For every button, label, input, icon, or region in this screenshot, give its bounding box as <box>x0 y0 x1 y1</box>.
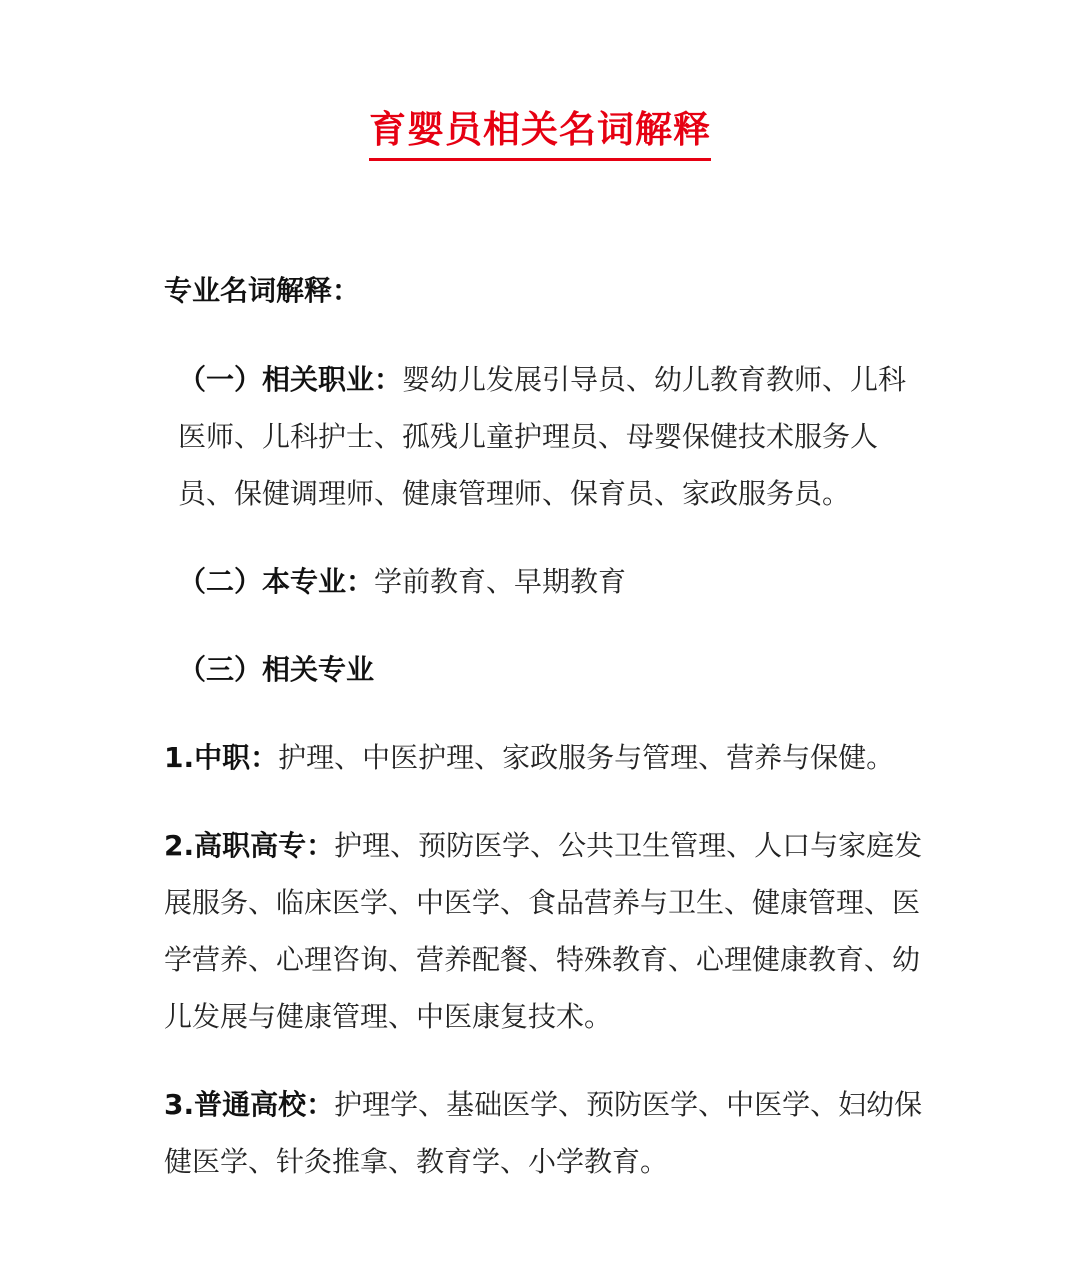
document-content <box>164 262 924 1190</box>
section-heading-label: 专业名词解释： <box>164 274 361 307</box>
item-label: 1.中职： <box>164 741 279 774</box>
item-text: 护理学、基础医学、预防医学、中医学、妇幼保健医学、针灸推拿、教育学、小学教育。 <box>164 1088 923 1178</box>
item-text: 婴幼儿发展引导员、幼儿教育教师、儿科医师、儿科护士、孤残儿童护理员、母婴保健技术服务人员、保健调理师、健康管理师、保育员、家政服务员。 <box>178 363 907 510</box>
item-label: 2.高职高专： <box>164 829 335 862</box>
item-text: 学前教育、早期教育 <box>374 565 627 598</box>
item-this-major <box>164 553 924 610</box>
item-label: （三）相关专业 <box>178 653 375 686</box>
item-related-occupations <box>164 351 924 522</box>
item-secondary-vocational <box>164 729 924 786</box>
item-general-university <box>164 1076 924 1190</box>
item-higher-vocational <box>164 817 924 1045</box>
document-title: 育婴员相关名词解释 <box>369 104 711 161</box>
item-text: 护理、中医护理、家政服务与管理、营养与保健。 <box>278 741 895 774</box>
item-label: （一）相关职业： <box>178 363 403 396</box>
title-container <box>0 104 1080 161</box>
item-label: 3.普通高校： <box>164 1088 335 1121</box>
section-heading <box>164 262 924 319</box>
item-related-majors <box>164 641 924 698</box>
item-text: 护理、预防医学、公共卫生管理、人口与家庭发展服务、临床医学、中医学、食品营养与卫生、健康管理、医学营养、心理咨询、营养配餐、特殊教育、心理健康教育、幼儿发展与健康管理、中医康复技术。 <box>164 829 923 1033</box>
item-label: （二）本专业： <box>178 565 375 598</box>
